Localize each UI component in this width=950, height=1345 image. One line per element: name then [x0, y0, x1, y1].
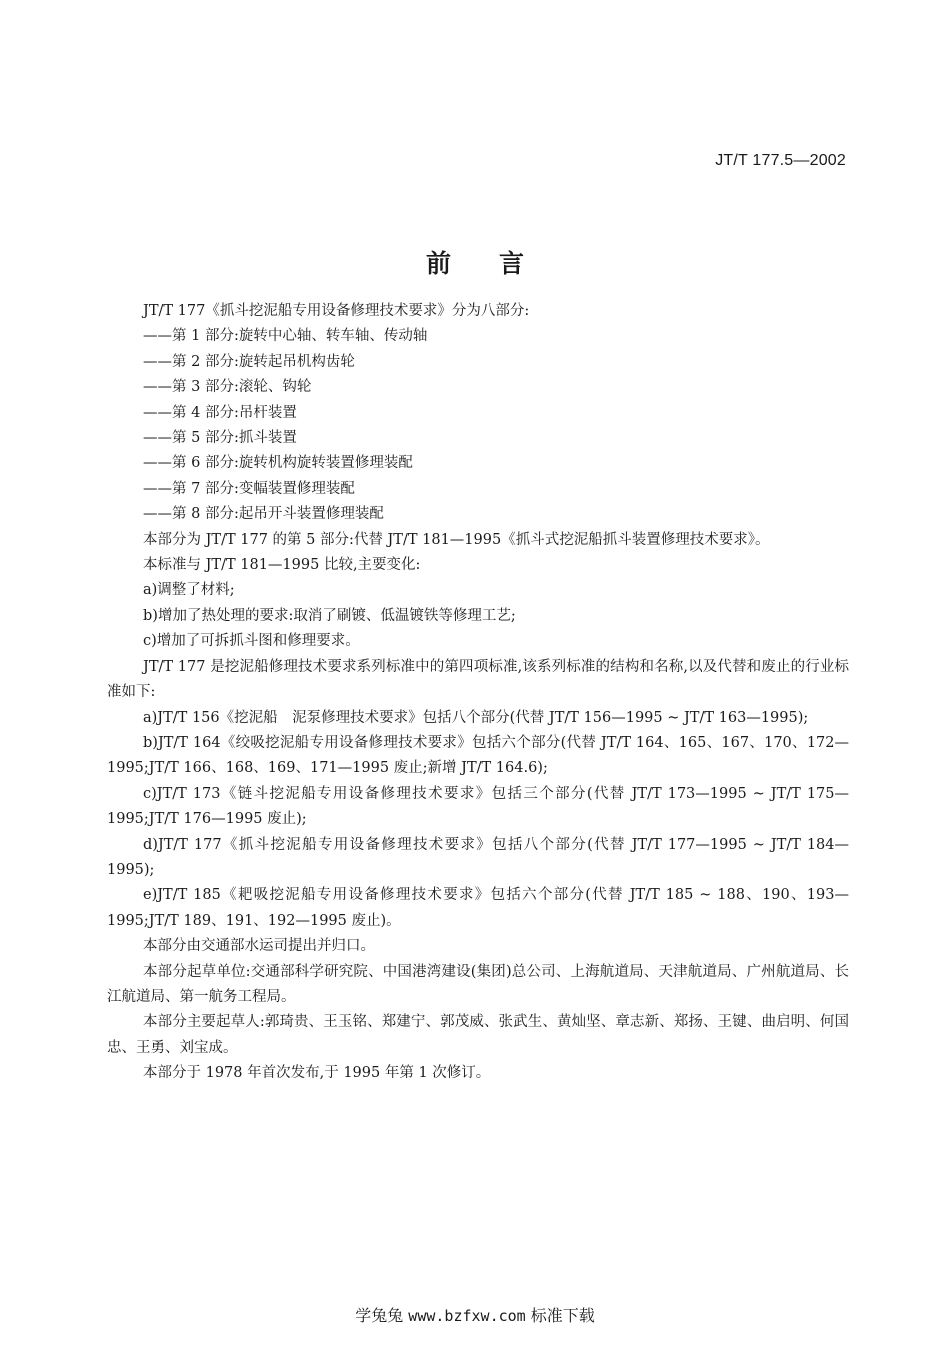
footer-watermark	[0, 1303, 950, 1326]
paragraph-series: JT/T 177 是挖泥船修理技术要求系列标准中的第四项标准,该系列标准的结构和名称,以及代替和废止的行业标准如下:	[107, 658, 849, 701]
paragraph-proposer: 本部分由交通部水运司提出并归口。	[143, 938, 375, 955]
paragraph-drafters: 本部分主要起草人:郭琦贵、王玉铭、郑建宁、郭茂威、张武生、黄灿坚、章志新、郑扬、王键、曲启明、何国忠、王勇、刘宝成。	[107, 1014, 849, 1056]
list-item-part-5: ——第 5 部分:抓斗装置	[143, 430, 297, 447]
list-item-part-2: ——第 2 部分:旋转起吊机构齿轮	[143, 353, 355, 370]
list-item-part-1: ——第 1 部分:旋转中心轴、转车轴、传动轴	[143, 328, 428, 345]
paragraph-replacement: 本部分为 JT/T 177 的第 5 部分:代替 JT/T 181—1995《抓斗式挖泥船抓斗装置修理技术要求》。	[143, 531, 770, 548]
series-item-a: a)JT/T 156《挖泥船 泥泵修理技术要求》包括八个部分(代替 JT/T 156—1995 ~ JT/T 163—1995);	[143, 709, 809, 726]
footer-tagline: 标准下载	[530, 1306, 595, 1325]
paragraph-history: 本部分于 1978 年首次发布,于 1995 年第 1 次修订。	[143, 1065, 491, 1082]
page-title: 前言	[425, 249, 572, 278]
footer-url[interactable]: www.bzfxw.com	[408, 1307, 526, 1325]
document-body	[107, 299, 849, 1087]
document-code: JT/T 177.5—2002	[715, 152, 846, 169]
list-item-part-7: ——第 7 部分:变幅装置修理装配	[143, 480, 355, 497]
list-item-part-8: ——第 8 部分:起吊开斗装置修理装配	[143, 506, 384, 523]
list-item-part-6: ——第 6 部分:旋转机构旋转装置修理装配	[143, 455, 413, 472]
paragraph-intro: JT/T 177《抓斗挖泥船专用设备修理技术要求》分为八部分:	[143, 303, 530, 319]
change-item-b: b)增加了热处理的要求:取消了刷镀、低温镀铁等修理工艺;	[143, 607, 516, 624]
series-item-d: d)JT/T 177《抓斗挖泥船专用设备修理技术要求》包括八个部分(代替 JT/T 177—1995 ~ JT/T 184—1995);	[107, 836, 849, 878]
list-item-part-3: ——第 3 部分:滚轮、钩轮	[143, 379, 312, 396]
paragraph-changes: 本标准与 JT/T 181—1995 比较,主要变化:	[143, 557, 421, 574]
change-item-a: a)调整了材料;	[143, 582, 235, 599]
series-item-b: b)JT/T 164《绞吸挖泥船专用设备修理技术要求》包括六个部分(代替 JT/T 164、165、167、170、172—1995;JT/T 166、168、169、171—1995 废止;新增 JT/T 164.6);	[107, 734, 849, 777]
list-item-part-4: ——第 4 部分:吊杆装置	[143, 404, 297, 421]
change-item-c: c)增加了可拆抓斗图和修理要求。	[143, 633, 360, 650]
paragraph-drafting-units: 本部分起草单位:交通部科学研究院、中国港湾建设(集团)总公司、上海航道局、天津航道局、广州航道局、长江航道局、第一航务工程局。	[107, 963, 849, 1005]
series-item-c: c)JT/T 173《链斗挖泥船专用设备修理技术要求》包括三个部分(代替 JT/T 173—1995 ~ JT/T 175—1995;JT/T 176—1995 废止);	[107, 785, 849, 828]
series-item-e: e)JT/T 185《耙吸挖泥船专用设备修理技术要求》包括六个部分(代替 JT/T 185 ~ 188、190、193—1995;JT/T 189、191、192—1995 废止)。	[107, 887, 849, 929]
footer-site-name: 学兔兔	[355, 1306, 404, 1325]
